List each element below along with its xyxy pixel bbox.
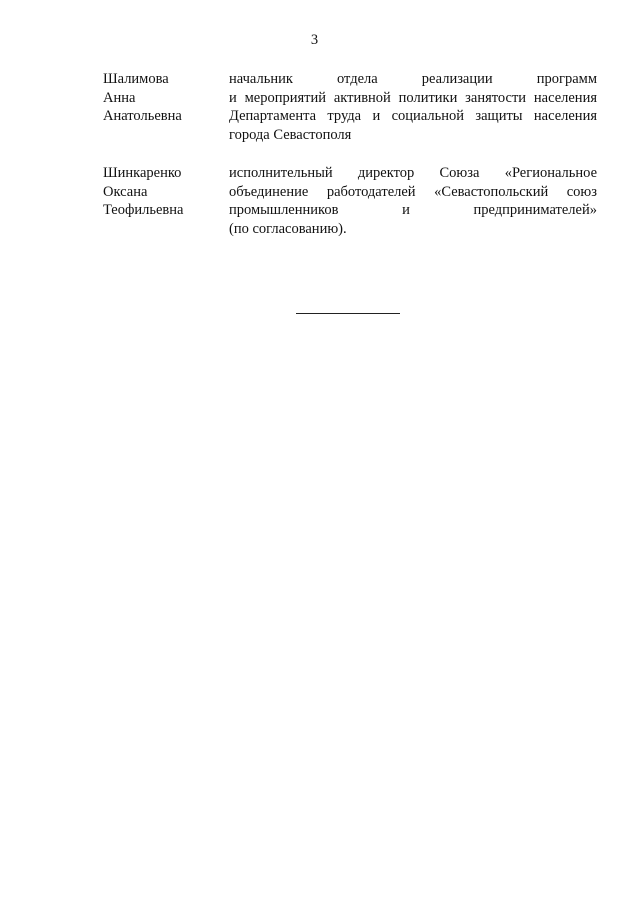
surname: Шалимова	[103, 71, 169, 87]
surname: Шинкаренко	[103, 165, 182, 181]
position-line: Департамента труда и социальной защиты населения	[229, 108, 597, 124]
position-line: и мероприятий активной политики занятости населения	[229, 89, 597, 106]
first-name: Анна	[103, 89, 136, 106]
position-line: (по согласованию).	[229, 220, 347, 237]
patronymic: Теофильевна	[103, 202, 184, 218]
member-name	[103, 70, 223, 126]
position-line: города Севастополя	[229, 126, 352, 143]
page-number: 3	[310, 32, 319, 48]
first-name: Оксана	[103, 183, 148, 200]
member-position	[229, 164, 597, 238]
position-line: промышленников и предпринимателей»	[229, 202, 597, 218]
position-line: исполнительный директор Союза «Региональное	[229, 165, 597, 181]
closing-divider-line	[296, 313, 400, 314]
member-name	[103, 164, 223, 220]
patronymic: Анатольевна	[103, 108, 182, 124]
position-line: объединение работодателей «Севастопольский союз	[229, 183, 597, 200]
position-line: начальник отдела реализации программ	[229, 71, 597, 87]
member-position	[229, 70, 597, 144]
